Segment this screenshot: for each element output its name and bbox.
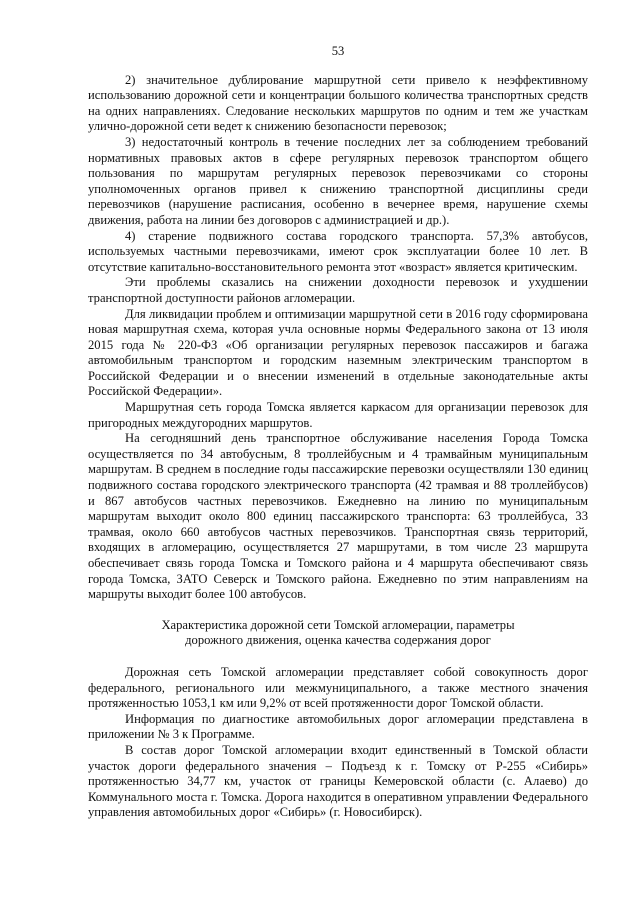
paragraph-federal-road: В состав дорог Томской агломерации входит единственный в Томской области участок дороги федерального значения – Подъезд к г. Томску от Р-255 «Сибирь» протяженностью 34,77 км, участок от границы Кемеровской области (с. Алаево) до Коммунального моста г. Томска. Дорога находится в оперативном управлении Федерального управления автомобильных дорог «Сибирь» (г. Новосибирск). [88, 742, 588, 820]
page-number: 53 [331, 44, 345, 58]
paragraph-diagnostics: Информация по диагностике автомобильных дорог агломерации представлена в приложении № 3 к Программе. [88, 711, 588, 742]
paragraph-aging-fleet: 4) старение подвижного состава городского транспорта. 57,3% автобусов, используемых частными перевозчиками, имеют срок эксплуатации более 10 лет. В отсутствие капитально-восстановительного ремонта этот «возраст» является критическим. [88, 228, 588, 274]
section-heading [88, 618, 588, 649]
paragraph-duplication: 2) значительное дублирование маршрутной сети привело к неэффективному использованию дорожной сети и концентрации большого количества транспортных средств на одних направлениях. Следование нескольких маршрутов по одним и тем же участкам улично-дорожной сети ведет к снижению безопасности перевозок; [88, 72, 588, 134]
paragraph-new-route-scheme: Для ликвидации проблем и оптимизации маршрутной сети в 2016 году сформирована новая маршрутная схема, которая учла основные нормы Федерального закона от 13 июля 2015 года № 220-ФЗ «Об организации регулярных перевозок пассажиров и багажа автомобильным транспортом и городским наземным электрическим транспортом в Российской Федерации и о внесении изменений в отдельные законодательные акты Российской Федерации». [88, 306, 588, 399]
section-heading-line-2: дорожного движения, оценка качества содержания дорог [185, 633, 491, 648]
paragraph-route-network: Маршрутная сеть города Томска является каркасом для организации перевозок для пригородных междугородних маршрутов. [88, 400, 588, 430]
paragraph-road-network: Дорожная сеть Томской агломерации представляет собой совокупность дорог федерального, регионального или межмуниципального, а также местного значения протяженностью 1053,1 км или 9,2% от всей протяженности дорог Томской области. [88, 664, 588, 711]
paragraph-control: 3) недостаточный контроль в течение последних лет за соблюдением требований нормативных правовых актов в сфере регулярных перевозок транспортом общего пользования по маршрутам регулярных перевозок перевозчиками со стороны уполномоченных органов привел к снижению транспортной дисциплины среди перевозчиков (нарушение расписания, особенно в вечернее время, нарушение схемы движения, работа на линии без договоров с администрацией и др.). [88, 134, 588, 227]
paragraph-problems-effect: Эти проблемы сказались на снижении доходности перевозок и ухудшении транспортной доступности районов агломерации. [88, 275, 588, 305]
paragraph-transport-service: На сегодняшний день транспортное обслуживание населения Города Томска осуществляется по 34 автобусным, 8 троллейбусным и 4 трамвайным муниципальным маршрутам. В среднем в последние годы пассажирские перевозки осуществляли 130 единиц подвижного состава городского электрического транспорта (42 трамвая и 88 троллейбусов) и 867 автобусов частных перевозчиков. Ежедневно на линию по муниципальным маршрутам выходит около 800 единиц пассажирского транспорта: 63 троллейбуса, 33 трамвая, около 660 автобусов частных перевозчиков. Транспортная связь территорий, входящих в агломерацию, осуществляется 27 маршрутами, в том числе 23 маршрута обеспечивает связь города Томска и Томского района и 4 маршрута обеспечивают связь города Томска, ЗАТО Северск и Томского района. Ежедневно по этим направлениям на маршруты выходит более 100 автобусов. [88, 431, 588, 602]
section-heading-line-1: Характеристика дорожной сети Томской агломерации, параметры [161, 617, 515, 632]
